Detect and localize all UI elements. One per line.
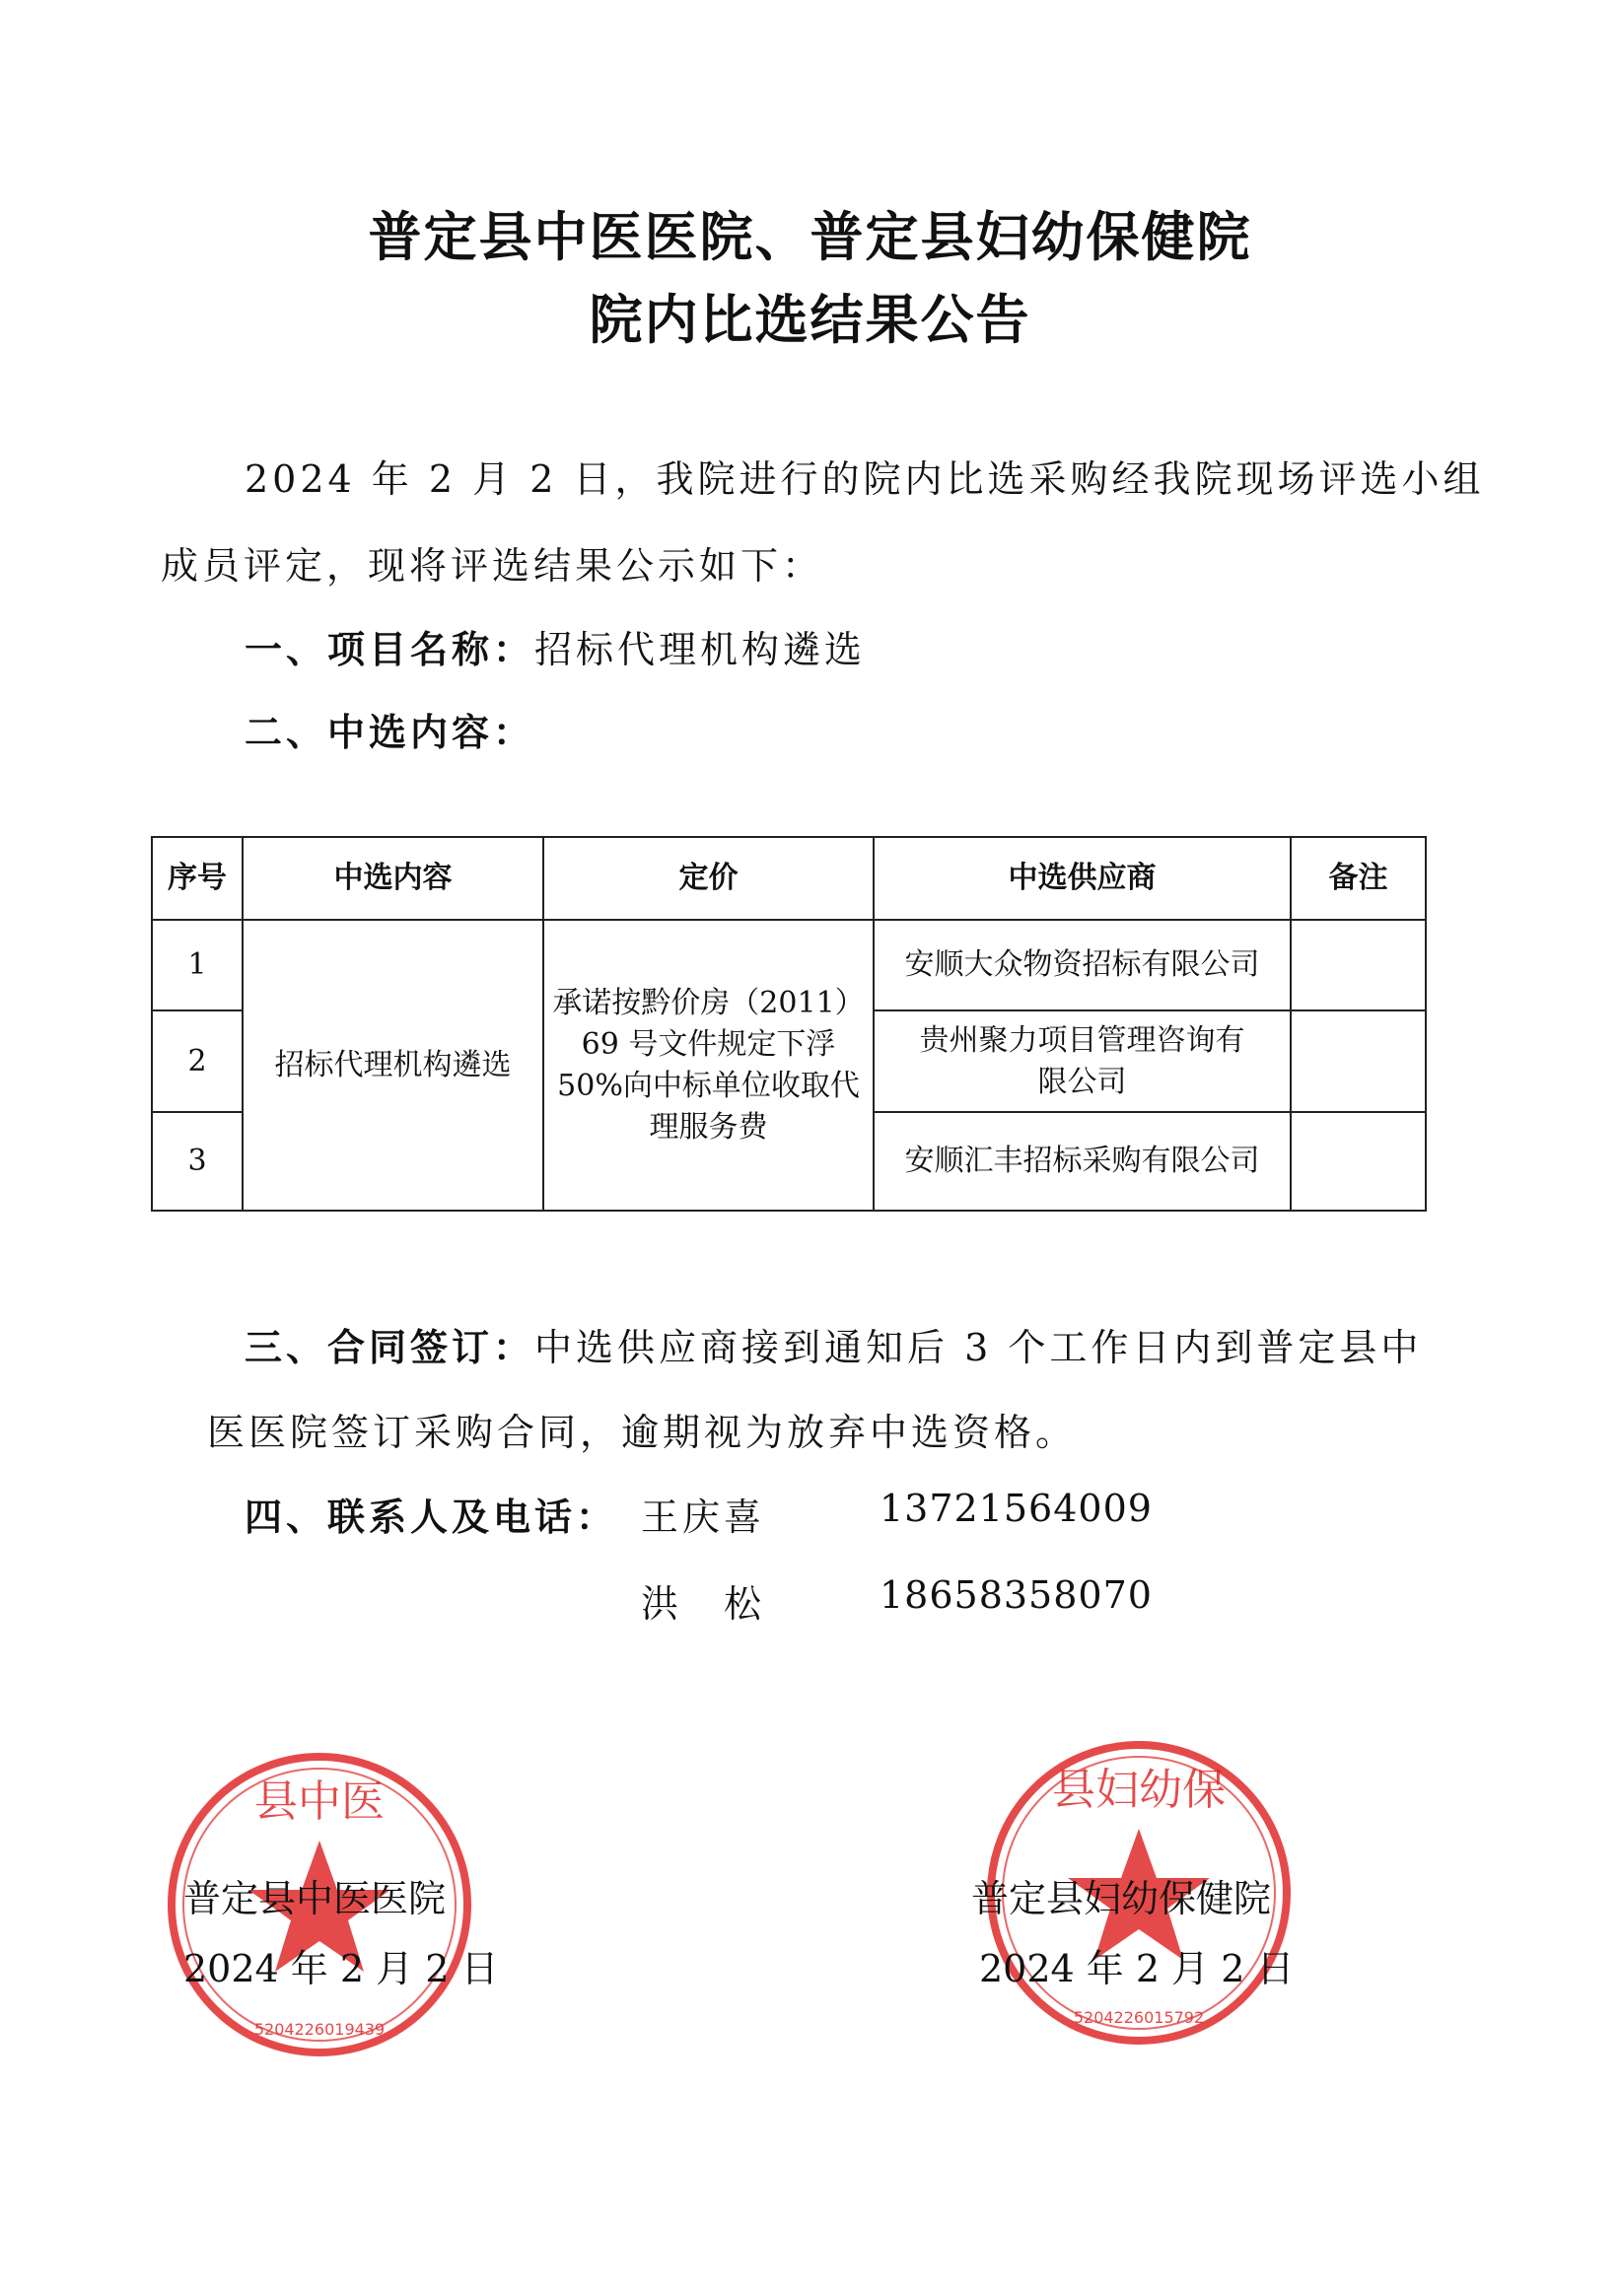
cell-content: 招标代理机构遴选 xyxy=(243,920,543,1211)
contact-phone-1: 13721564009 xyxy=(880,1487,1153,1530)
header-note: 备注 xyxy=(1291,837,1426,920)
signature-org-1: 普定县中医医院 xyxy=(183,1877,447,1920)
section2-label: 二、中选内容： xyxy=(245,711,535,754)
signature-org-2: 普定县妇幼保健院 xyxy=(971,1877,1272,1920)
cell-note xyxy=(1291,1010,1426,1112)
table-header-row xyxy=(152,837,1426,920)
contact-name-2: 洪 松 xyxy=(641,1582,766,1626)
header-content: 中选内容 xyxy=(243,837,543,920)
cell-no: 2 xyxy=(152,1010,243,1112)
seal-code: 5204226015792 xyxy=(1073,2008,1205,2027)
intro-line1: 2024 年 2 月 2 日，我院进行的院内比选采购经我院现场评选小组 xyxy=(245,457,1485,501)
page-title-line2: 院内比选结果公告 xyxy=(589,289,1031,351)
results-table xyxy=(151,836,1427,1212)
section4-label: 四、联系人及电话： xyxy=(245,1496,618,1539)
intro-line2: 成员评定，现将评选结果公示如下： xyxy=(161,544,824,588)
cell-supplier: 贵州聚力项目管理咨询有限公司 xyxy=(874,1010,1291,1112)
signature-date-1: 2024 年 2 月 2 日 xyxy=(183,1947,499,1990)
table-row xyxy=(152,920,1426,1010)
section3-text1: 中选供应商接到通知后 3 个工作日内到普定县中 xyxy=(534,1326,1423,1369)
header-supplier: 中选供应商 xyxy=(874,837,1291,920)
section-contract xyxy=(245,1317,1422,1371)
contact-phone-2: 18658358070 xyxy=(880,1573,1153,1617)
cell-note xyxy=(1291,1112,1426,1211)
section3-text2: 医医院签订采购合同，逾期视为放弃中选资格。 xyxy=(207,1411,1078,1454)
cell-no: 3 xyxy=(152,1112,243,1211)
cell-supplier: 安顺大众物资招标有限公司 xyxy=(874,920,1291,1010)
cell-price: 承诺按黔价房（2011）69 号文件规定下浮 50%向中标单位收取代理服务费 xyxy=(543,920,874,1211)
section1-value: 招标代理机构遴选 xyxy=(534,628,867,671)
contact-name-1: 王庆喜 xyxy=(641,1496,766,1539)
header-price: 定价 xyxy=(543,837,874,920)
seal-code: 5204226019439 xyxy=(253,2020,386,2039)
seal-text: 县妇幼保 xyxy=(1052,1765,1226,1815)
cell-supplier: 安顺汇丰招标采购有限公司 xyxy=(874,1112,1291,1211)
section-project-name xyxy=(245,619,866,673)
seal-text: 县中医 xyxy=(254,1776,385,1827)
signature-date-2: 2024 年 2 月 2 日 xyxy=(979,1947,1295,1990)
section3-label: 三、合同签订： xyxy=(245,1326,535,1369)
header-no: 序号 xyxy=(152,837,243,920)
cell-note xyxy=(1291,920,1426,1010)
section1-label: 一、项目名称： xyxy=(245,628,535,671)
page-title-line1: 普定县中医医院、普定县妇幼保健院 xyxy=(368,206,1252,268)
cell-no: 1 xyxy=(152,920,243,1010)
